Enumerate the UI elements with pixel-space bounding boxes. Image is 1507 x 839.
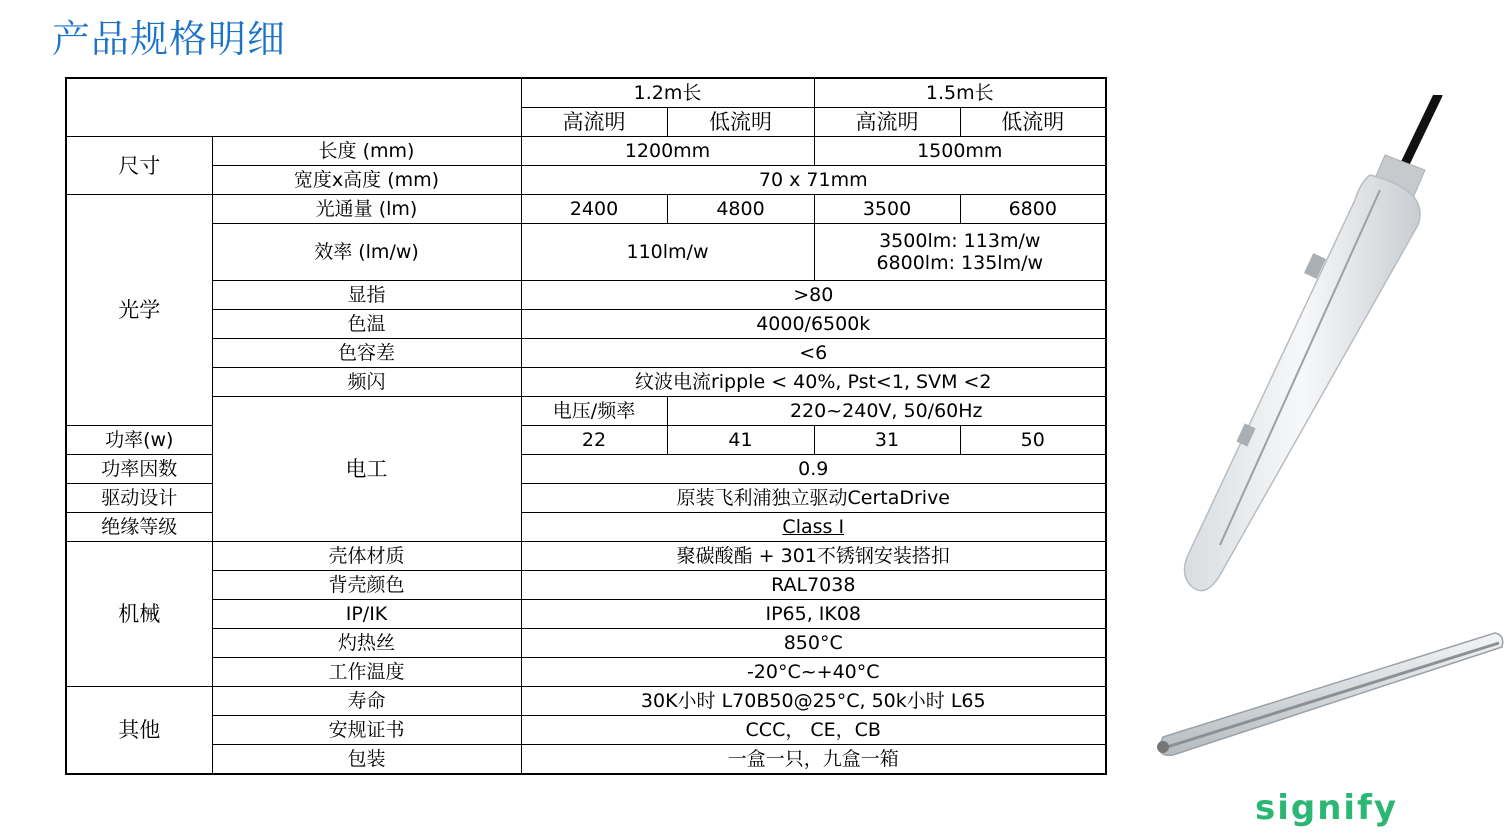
value-power-1: 22 [521,426,667,455]
label-cri: 显指 [212,281,521,310]
label-efficiency: 效率 (lm/w) [212,224,521,281]
category-mechanical: 机械 [66,542,212,687]
category-electrical: 电工 [212,397,521,542]
category-optics: 光学 [66,195,212,426]
label-insulation: 绝缘等级 [66,513,212,542]
value-cert: CCC， CE，CB [521,716,1106,745]
label-length: 长度 (mm) [212,137,521,166]
label-ip: IP/IK [212,600,521,629]
value-ip: IP65, IK08 [521,600,1106,629]
label-pf: 功率因数 [66,455,212,484]
value-length-b: 1500mm [814,137,1106,166]
fixture-edge [1220,190,1380,545]
header-sub-b-low: 低流明 [960,108,1106,137]
value-pf: 0.9 [521,455,1106,484]
insulation-link[interactable]: Class I [782,516,845,538]
value-sdcm: <6 [521,339,1106,368]
label-voltage: 电压/频率 [521,397,667,426]
label-color: 背壳颜色 [212,571,521,600]
value-cct: 4000/6500k [521,310,1106,339]
label-width-height: 宽度x高度 (mm) [212,166,521,195]
value-temp: -20°C~+40°C [521,658,1106,687]
signify-logo: signify [1255,788,1399,828]
value-driver: 原装飞利浦独立驱动CertaDrive [521,484,1106,513]
value-color: RAL7038 [521,571,1106,600]
product-image-horizontal [1155,625,1505,765]
label-glow-wire: 灼热丝 [212,629,521,658]
value-housing: 聚碳酸酯 + 301不锈钢安装搭扣 [521,542,1106,571]
value-voltage: 220~240V, 50/60Hz [667,397,1106,426]
label-driver: 驱动设计 [66,484,212,513]
efficiency-b-line1: 3500lm: 113m/w [879,230,1041,252]
value-power-3: 31 [814,426,960,455]
value-efficiency-b [814,224,1106,281]
fixture2-endcap [1157,741,1169,753]
header-group-a: 1.2m长 [521,78,814,108]
value-flicker: 纹波电流ripple < 40%, Pst<1, SVM <2 [521,368,1106,397]
header-sub-b-high: 高流明 [814,108,960,137]
value-flux-1: 2400 [521,195,667,224]
product-image-diagonal [1180,95,1470,600]
value-flux-4: 6800 [960,195,1106,224]
value-insulation[interactable] [521,513,1106,542]
fixture2-base [1167,643,1499,747]
label-housing: 壳体材质 [212,542,521,571]
header-group-b: 1.5m长 [814,78,1106,108]
label-package: 包装 [212,745,521,775]
category-size: 尺寸 [66,137,212,195]
label-flux: 光通量 (lm) [212,195,521,224]
efficiency-b-line2: 6800lm: 135lm/w [876,252,1044,274]
value-package: 一盒一只，九盒一箱 [521,745,1106,775]
value-power-2: 41 [667,426,814,455]
spec-table [65,77,1107,775]
value-power-4: 50 [960,426,1106,455]
label-temp: 工作温度 [212,658,521,687]
category-other: 其他 [66,687,212,775]
header-blank [66,78,521,137]
value-flux-2: 4800 [667,195,814,224]
label-cct: 色温 [212,310,521,339]
value-length-a: 1200mm [521,137,814,166]
page-title: 产品规格明细 [52,17,287,61]
fixture-body [1184,175,1420,591]
value-cri: >80 [521,281,1106,310]
value-glow-wire: 850°C [521,629,1106,658]
value-efficiency-a: 110lm/w [521,224,814,281]
label-cert: 安规证书 [212,716,521,745]
value-life: 30K小时 L70B50@25°C, 50k小时 L65 [521,687,1106,716]
header-sub-a-high: 高流明 [521,108,667,137]
label-sdcm: 色容差 [212,339,521,368]
value-flux-3: 3500 [814,195,960,224]
header-sub-a-low: 低流明 [667,108,814,137]
value-width-height: 70 x 71mm [521,166,1106,195]
cable [1402,95,1438,170]
label-flicker: 频闪 [212,368,521,397]
label-power: 功率(w) [66,426,212,455]
label-life: 寿命 [212,687,521,716]
